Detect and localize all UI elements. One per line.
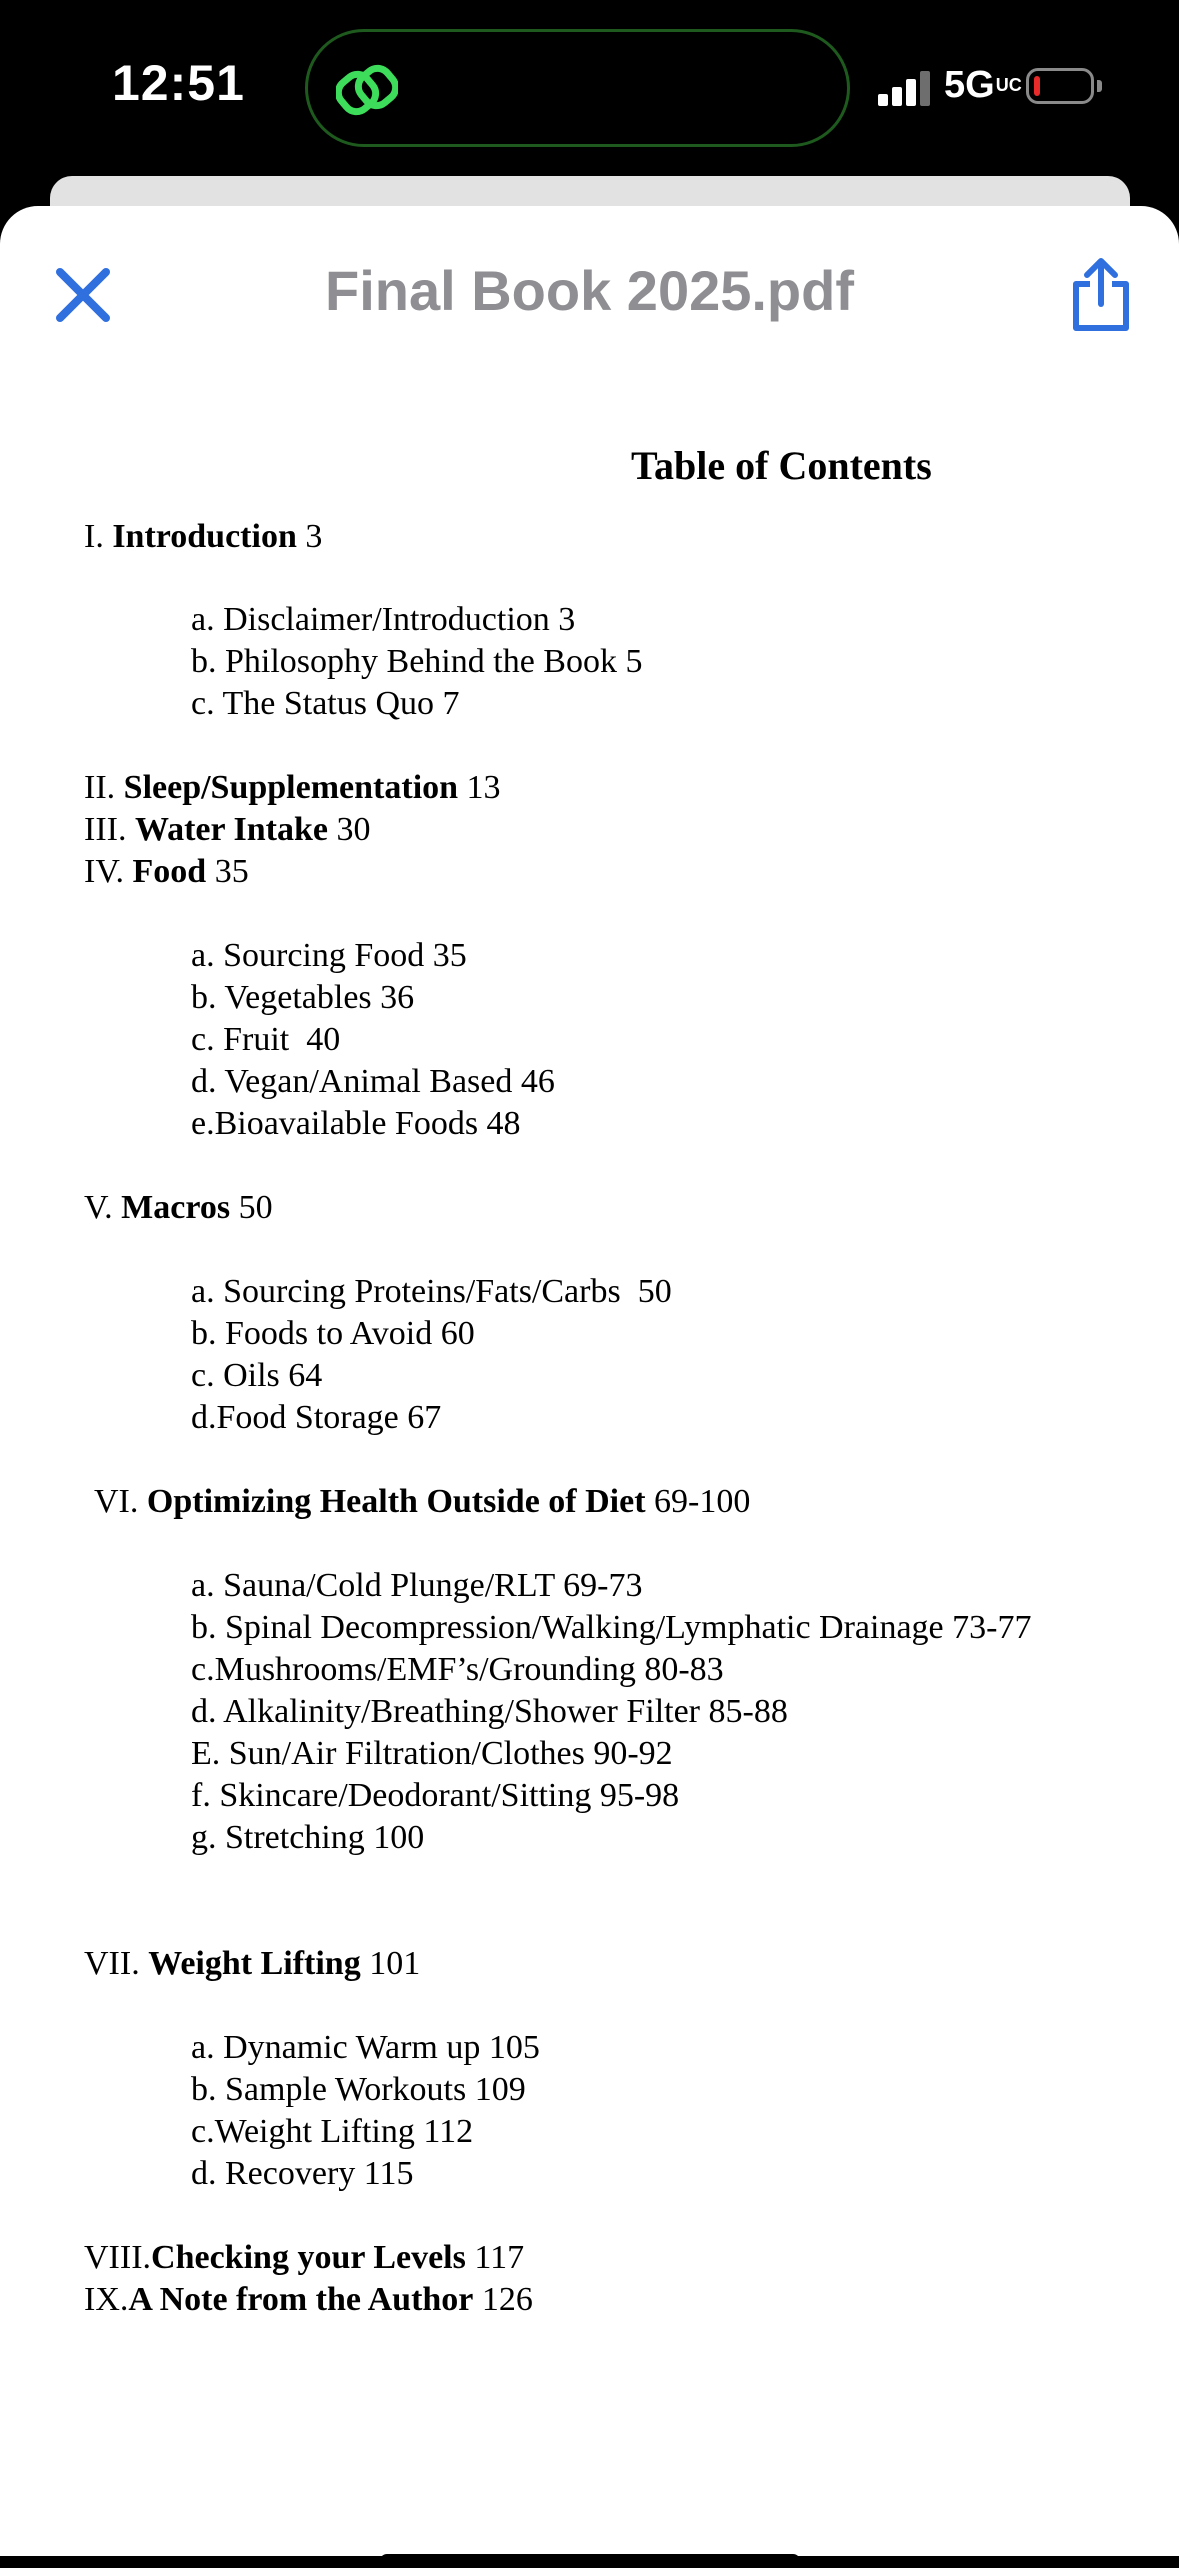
toc-item[interactable]: b. Sample Workouts 109 (191, 2071, 526, 2108)
link-activity-icon (336, 60, 398, 120)
toc-item[interactable]: b. Philosophy Behind the Book 5 (191, 643, 643, 680)
toc-item[interactable]: c. Fruit 40 (191, 1021, 341, 1058)
toc-item[interactable]: c. The Status Quo 7 (191, 685, 460, 722)
toc-item[interactable]: d.Food Storage 67 (191, 1399, 442, 1436)
dynamic-island[interactable] (305, 29, 850, 147)
battery-icon (1026, 68, 1094, 104)
toc-section-weight-lifting[interactable]: VII. Weight Lifting 101 (84, 1945, 421, 1982)
toc-item[interactable]: f. Skincare/Deodorant/Sitting 95-98 (191, 1777, 680, 1814)
battery-tip (1097, 80, 1102, 92)
toc-item[interactable]: d. Alkalinity/Breathing/Shower Filter 85-88 (191, 1693, 788, 1730)
toc-item[interactable]: g. Stretching 100 (191, 1819, 425, 1856)
toc-item[interactable]: c.Weight Lifting 112 (191, 2113, 474, 2150)
toc-item[interactable]: c. Oils 64 (191, 1357, 323, 1394)
toc-item[interactable]: c.Mushrooms/EMF’s/Grounding 80-83 (191, 1651, 724, 1688)
toc-item[interactable]: e.Bioavailable Foods 48 (191, 1105, 521, 1142)
toc-item[interactable]: E. Sun/Air Filtration/Clothes 90-92 (191, 1735, 673, 1772)
toc-item[interactable]: b. Spinal Decompression/Walking/Lymphatic Drainage 73-77 (191, 1609, 1032, 1646)
toc-item[interactable]: a. Sauna/Cold Plunge/RLT 69-73 (191, 1567, 643, 1604)
toc-item[interactable]: a. Sourcing Food 35 (191, 937, 467, 974)
network-sup: UC (995, 75, 1022, 95)
toc-section-health[interactable]: VI. Optimizing Health Outside of Diet 69-100 (94, 1483, 751, 1520)
toc-section-water[interactable]: III. Water Intake 30 (84, 811, 371, 848)
toc-item[interactable]: b. Vegetables 36 (191, 979, 415, 1016)
toc-item[interactable]: a. Disclaimer/Introduction 3 (191, 601, 576, 638)
toc-section-sleep[interactable]: II. Sleep/Supplementation 13 (84, 769, 501, 806)
cellular-signal-icon (878, 70, 933, 106)
toc-item[interactable]: b. Foods to Avoid 60 (191, 1315, 475, 1352)
network-type: 5GUC (944, 64, 1022, 106)
status-bar (0, 0, 1179, 180)
toc-section-introduction[interactable]: I. Introduction 3 (84, 518, 323, 555)
status-time: 12:51 (112, 55, 245, 111)
toc-section-macros[interactable]: V. Macros 50 (84, 1189, 273, 1226)
share-icon[interactable] (1068, 256, 1134, 332)
toc-item[interactable]: a. Dynamic Warm up 105 (191, 2029, 540, 2066)
toc-section-food[interactable]: IV. Food 35 (84, 853, 249, 890)
home-indicator[interactable] (380, 2554, 800, 2568)
toc-item[interactable]: d. Recovery 115 (191, 2155, 414, 2192)
document-title: Final Book 2025.pdf (325, 259, 854, 322)
pdf-preview-sheet (0, 206, 1179, 2556)
close-icon[interactable] (52, 262, 116, 326)
toc-title: Table of Contents (631, 443, 932, 488)
toc-item[interactable]: a. Sourcing Proteins/Fats/Carbs 50 (191, 1273, 672, 1310)
toc-item[interactable]: d. Vegan/Animal Based 46 (191, 1063, 555, 1100)
toc-section-author[interactable]: IX.A Note from the Author 126 (84, 2281, 533, 2318)
toc-section-levels[interactable]: VIII.Checking your Levels 117 (84, 2239, 525, 2276)
